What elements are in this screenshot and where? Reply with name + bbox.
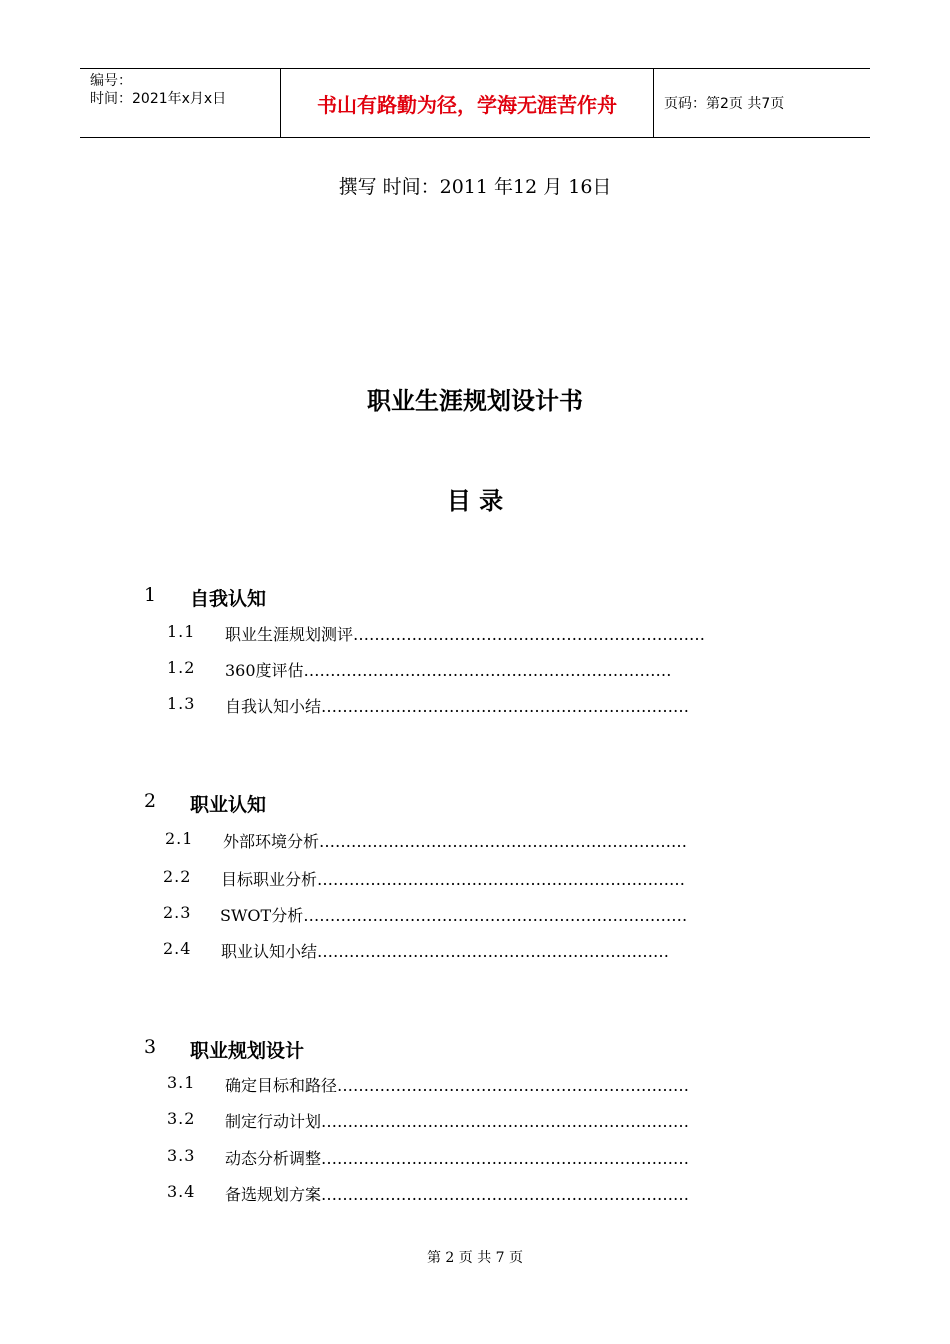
entry-text: 确定目标和路径………………………………………………………… [225, 1076, 690, 1095]
entry-text: 制定行动计划…………………………………………………………… [225, 1112, 690, 1131]
section-number: 1 [144, 584, 157, 606]
section-title: 自我认知 [190, 588, 267, 610]
section-title: 职业认知 [190, 794, 267, 816]
entry-text: 外部环境分析…………………………………………………………… [223, 832, 688, 851]
entry-number: 1.3 [167, 694, 196, 713]
entry-number: 2.1 [165, 829, 194, 848]
entry-number: 1.2 [167, 658, 196, 677]
entry-number: 2.3 [163, 903, 192, 922]
section-number: 3 [144, 1036, 157, 1058]
header-page-info: 页码：第2页 共7页 [664, 96, 785, 112]
entry-number: 3.2 [167, 1109, 196, 1128]
entry-text: 自我认知小结…………………………………………………………… [225, 697, 690, 716]
entry-text: 职业生涯规划测评………………………………………………………… [225, 625, 706, 644]
header-motto: 书山有路勤为径，学海无涯苦作舟 [281, 69, 654, 137]
header-meta [80, 69, 281, 137]
author-line: 撰写 时间：2011 年12 月 16日 [338, 176, 612, 198]
entry-text: 360度评估…………………………………………………………… [225, 661, 672, 680]
entry-text: 目标职业分析…………………………………………………………… [221, 870, 686, 889]
time-label: 时间：2021年x月x日 [90, 91, 227, 107]
entry-text: 备选规划方案…………………………………………………………… [225, 1185, 690, 1204]
header-table [80, 68, 870, 138]
page-footer: 第 2 页 共 7 页 [426, 1250, 524, 1266]
entry-number: 1.1 [167, 622, 196, 641]
toc-title: 目 录 [446, 487, 504, 515]
entry-number: 2.4 [163, 939, 192, 958]
entry-text: 职业认知小结………………………………………………………… [221, 942, 670, 961]
number-label: 编号： [90, 73, 132, 89]
entry-number: 2.2 [163, 867, 192, 886]
entry-text: 动态分析调整…………………………………………………………… [225, 1149, 690, 1168]
entry-text: SWOT分析……………………………………………………………… [220, 906, 688, 925]
entry-number: 3.3 [167, 1146, 196, 1165]
section-number: 2 [144, 790, 157, 812]
entry-number: 3.1 [167, 1073, 196, 1092]
document-title: 职业生涯规划设计书 [367, 387, 583, 415]
section-title: 职业规划设计 [190, 1040, 305, 1062]
entry-number: 3.4 [167, 1182, 196, 1201]
